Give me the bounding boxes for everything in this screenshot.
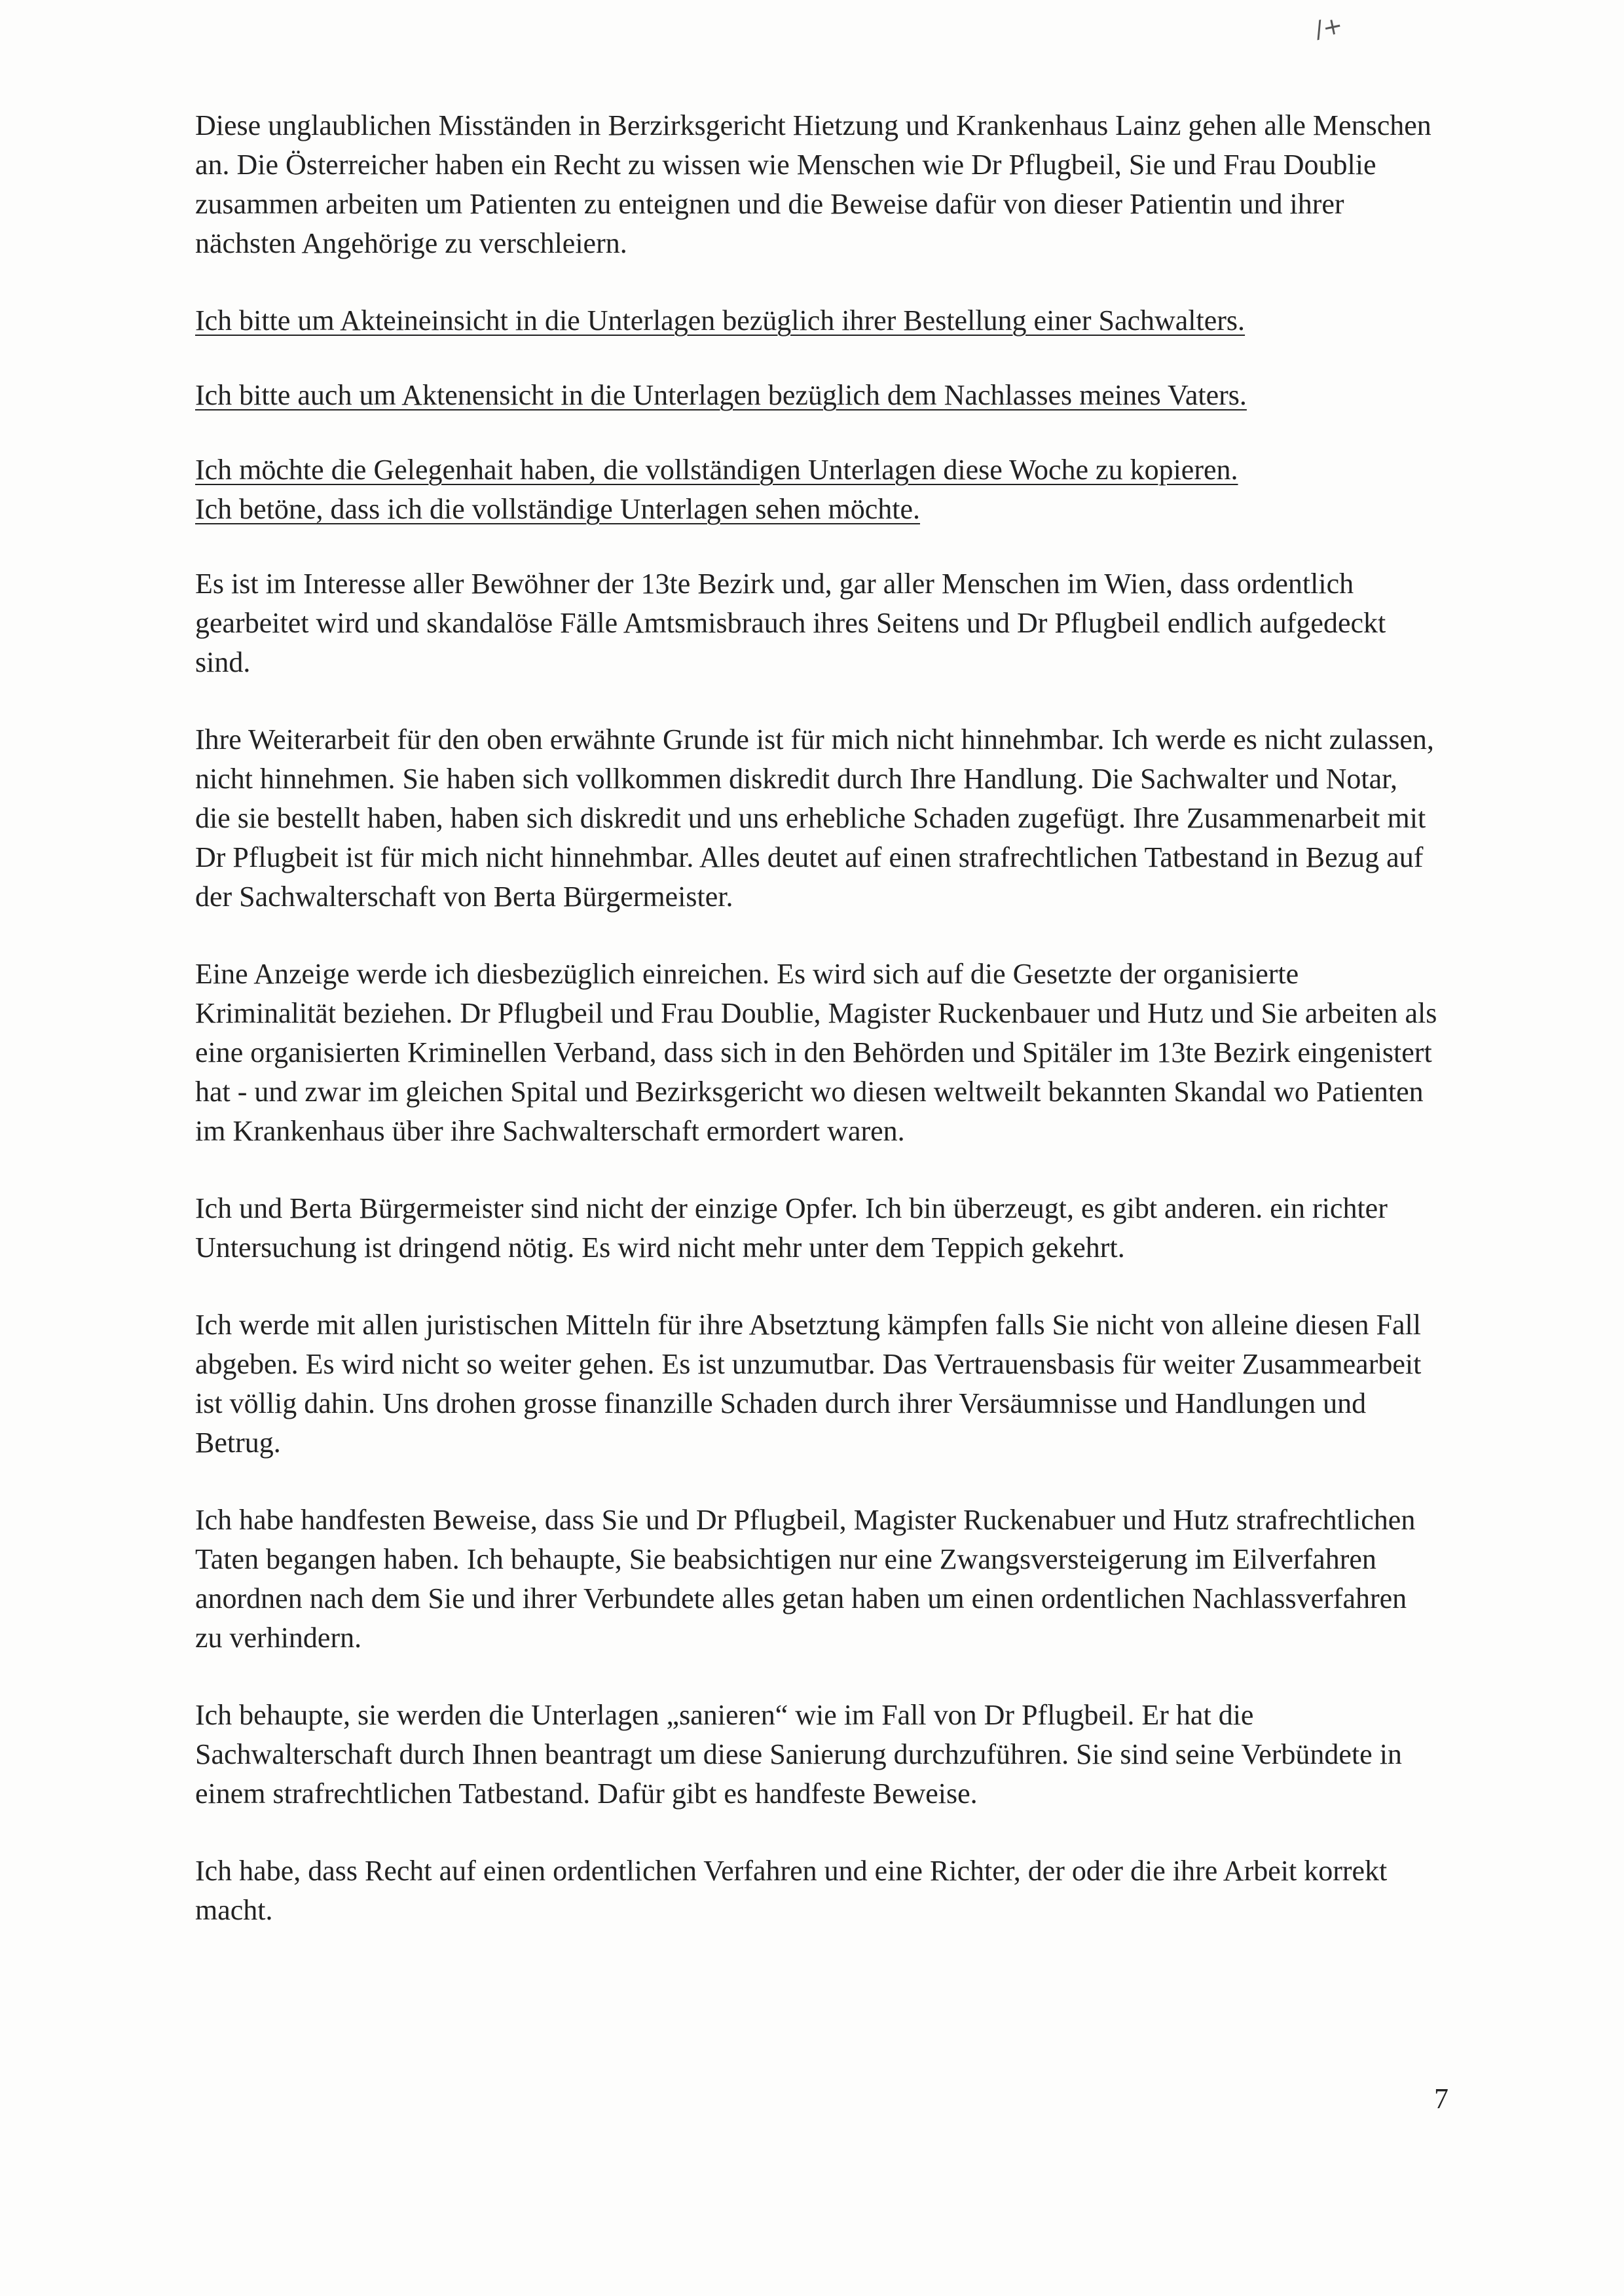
paragraph-request-copy: Ich möchte die Gelegenhait haben, die vollständigen Unterlagen diese Woche zu kopieren. [195,454,1238,486]
paragraph-intro: Diese unglaublichen Misständen in Berzirksgericht Hietzung und Krankenhaus Lainz gehen alle Menschen an. Die Österreicher haben ein Recht zu wissen wie Menschen wie Dr Pflugbeil, Sie und Frau Doublie zusammen arbeiten um Patienten zu enteignen und die Beweise dafür von dieser Patientin und ihrer nächsten Angehörige zu verschleiern. [195,109,1431,259]
paragraph-request-estate-file: Ich bitte auch um Aktenensicht in die Unterlagen bezüglich dem Nachlasses meines Vaters. [195,379,1247,411]
letter-body [195,106,1439,1968]
handwritten-corner-mark: /+ [1312,12,1346,44]
page-number: 7 [1434,2083,1449,2115]
paragraph-public-interest: Es ist im Interesse aller Bewöhner der 13te Bezirk und, gar aller Menschen im Wien, dass ordentlich gearbeitet wird und skandalöse Fälle Amtsmisbrauch ihres Seitens und Dr Pflugbeil endlich aufgedeckt sind. [195,568,1386,678]
paragraph-legal-means: Ich werde mit allen juristischen Mitteln für ihre Absetztung kämpfen falls Sie nicht von alleine diesen Fall abgeben. Es wird nicht so weiter gehen. Es ist unzumutbar. Das Vertrauensbasis für weiter Zusammearbeit ist völlig dahin. Uns drohen grosse finanzille Schaden durch ihrer Versäumnisse und Handlungen und Betrug. [195,1309,1422,1459]
paragraph-allegation: Ich behaupte, sie werden die Unterlagen „sanieren“ wie im Fall von Dr Pflugbeil. Er hat die Sachwalterschaft durch Ihnen beantragt um diese Sanierung durchzuführen. Sie sind seine Verbündete in einem strafrechtlichen Tatbestand. Dafür gibt es handfeste Beweise. [195,1699,1402,1810]
paragraph-evidence: Ich habe handfesten Beweise, dass Sie und Dr Pflugbeil, Magister Ruckenabuer und Hutz strafrechtlichen Taten begangen haben. Ich behaupte, Sie beabsichtigen nur eine Zwangsversteigerung im Eilverfahren anordnen nach dem Sie und ihrer Verbundete alles getan haben um einen ordentlichen Nachlassverfahren zu verhindern. [195,1504,1416,1654]
paragraph-other-victims: Ich und Berta Bürgermeister sind nicht der einzige Opfer. Ich bin überzeugt, es gibt anderen. ein richter Untersuchung ist dringend nötig. Es wird nicht mehr unter dem Teppich gekehrt. [195,1192,1388,1264]
paragraph-objection: Ihre Weiterarbeit für den oben erwähnte Grunde ist für mich nicht hinnehmbar. Ich werde es nicht zulassen, nicht hinnehmen. Sie haben sich vollkommen diskredit durch Ihre Handlung. Die Sachwalter und Notar, die sie bestellt haben, haben sich diskredit und uns erhebliche Schaden zugefügt. Ihre Zusammenarbeit mit Dr Pflugbeit ist für mich nicht hinnehmbar. Alles deutet auf einen strafrechtlichen Tatbestand in Bezug auf der Sachwalterschaft von Berta Bürgermeister. [195,723,1434,913]
paragraph-emphasis: Ich betöne, dass ich die vollständige Unterlagen sehen möchte. [195,493,920,525]
paragraph-complaint: Eine Anzeige werde ich diesbezüglich einreichen. Es wird sich auf die Gesetzte der organisierte Kriminalität beziehen. Dr Pflugbeil und Frau Doublie, Magister Ruckenbauer und Hutz und Sie arbeiten als eine organisierten Kriminellen Verband, dass sich in den Behörden und Spitäler im 13te Bezirk eingenistert hat - und zwar im gleichen Spital und Bezirksgericht wo diesen weltweilt bekannten Skandal wo Patienten im Krankenhaus über ihre Sachwalterschaft ermordert waren. [195,958,1437,1147]
paragraph-request-case-file: Ich bitte um Akteineinsicht in die Unterlagen bezüglich ihrer Bestellung einer Sachwalters. [195,304,1246,337]
paragraph-right-to-trial: Ich habe, dass Recht auf einen ordentlichen Verfahren und eine Richter, der oder die ihre Arbeit korrekt macht. [195,1855,1388,1926]
